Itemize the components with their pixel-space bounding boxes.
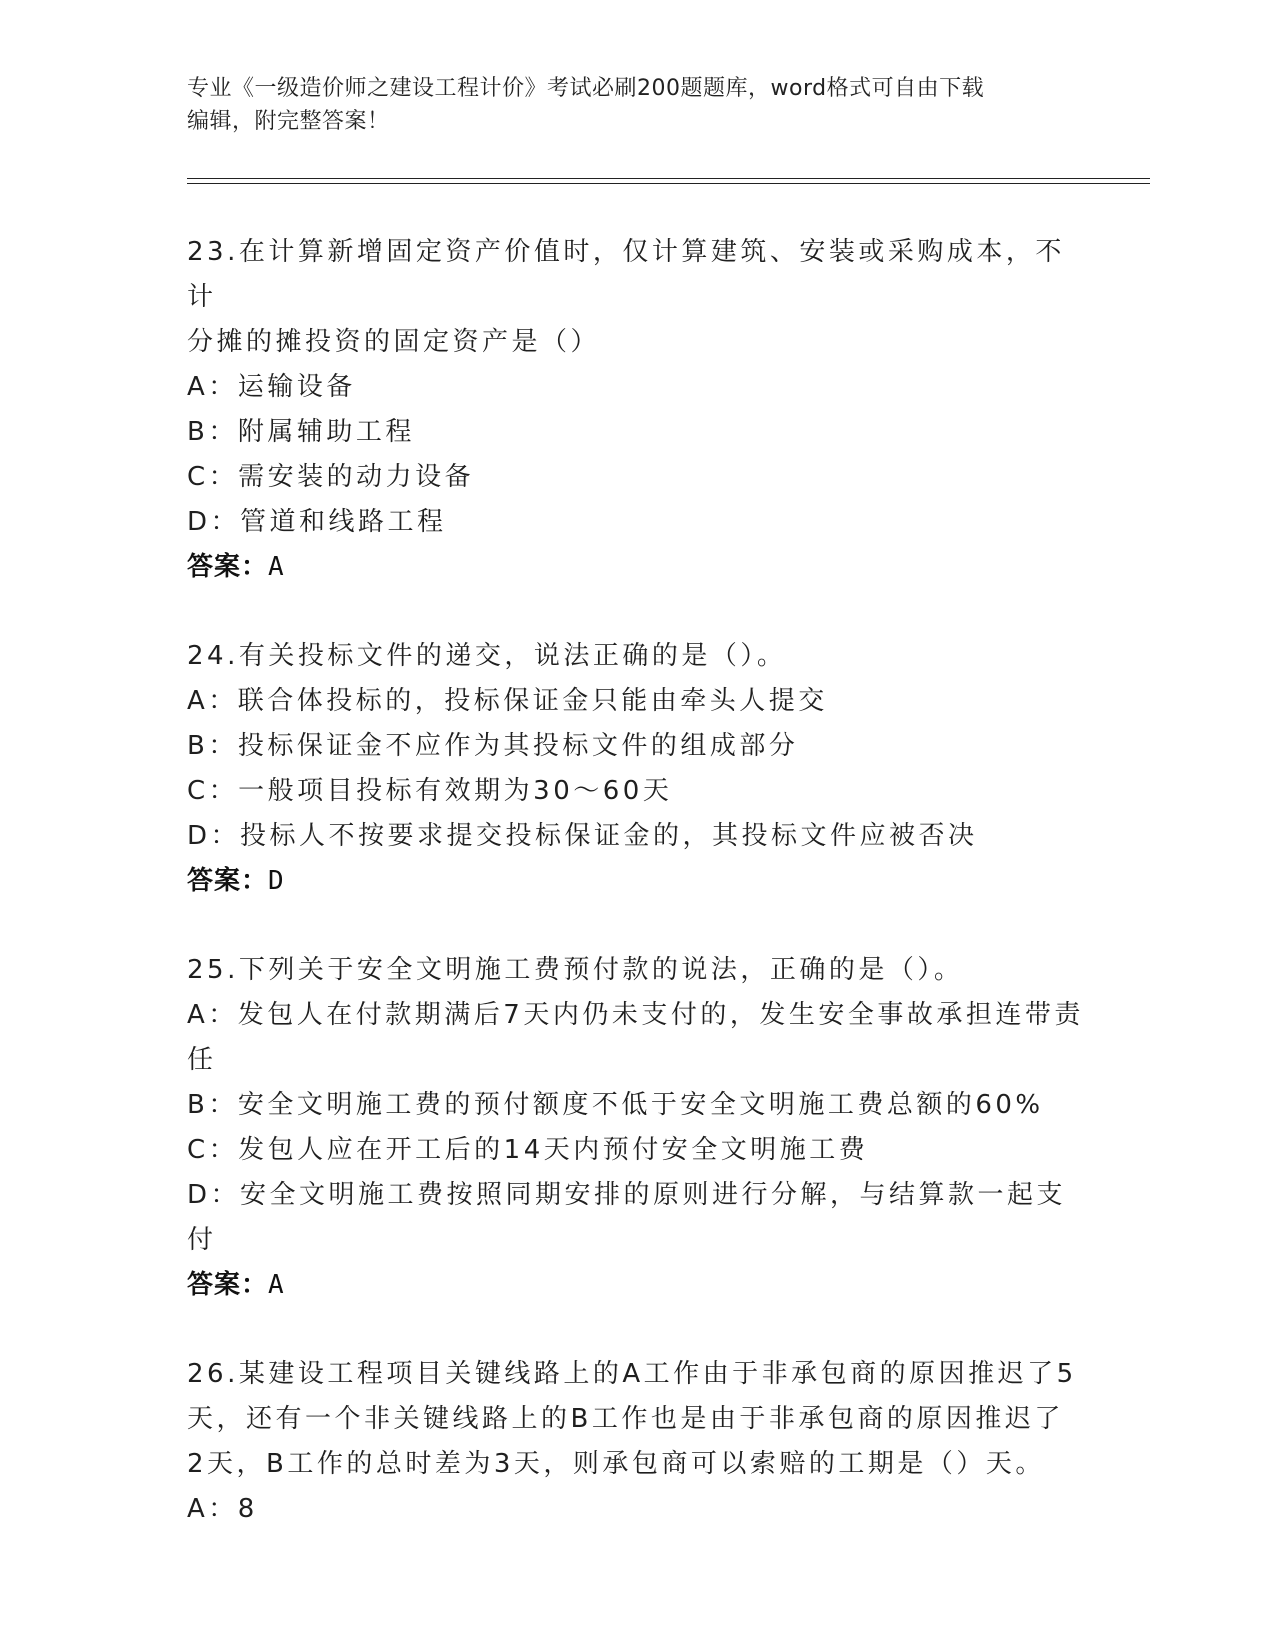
option-c: C：需安装的动力设备 xyxy=(187,462,475,492)
answer-line xyxy=(187,545,1087,590)
answer-label: 答案： xyxy=(187,866,269,896)
header-line-1: 专业《一级造价师之建设工程计价》考试必刷200题题库，word格式可自由下载 xyxy=(187,76,985,101)
option-d: D：管道和线路工程 xyxy=(187,507,447,537)
answer-line xyxy=(187,859,1087,904)
question-stem-line: 24.有关投标文件的递交，说法正确的是（）。 xyxy=(187,641,787,671)
answer-line xyxy=(187,1263,1087,1308)
question-25 xyxy=(187,948,1087,1308)
option-a: A：发包人在付款期满后7天内仍未支付的，发生安全事故承担连带责 xyxy=(187,1000,1084,1030)
answer-value: A xyxy=(268,1270,285,1300)
option-c: C：发包人应在开工后的14天内预付安全文明施工费 xyxy=(187,1135,869,1165)
answer-label: 答案： xyxy=(187,552,269,582)
option-b: B：附属辅助工程 xyxy=(187,417,415,447)
answer-value: A xyxy=(268,552,285,582)
option-d: D：投标人不按要求提交投标保证金的，其投标文件应被否决 xyxy=(187,821,978,851)
question-stem-line: 23.在计算新增固定资产价值时，仅计算建筑、安装或采购成本，不计 xyxy=(187,237,1065,312)
option-a: A：8 xyxy=(187,1494,258,1524)
question-stem-line: 天，还有一个非关键线路上的B工作也是由于非承包商的原因推迟了 xyxy=(187,1404,1064,1434)
option-b: B：投标保证金不应作为其投标文件的组成部分 xyxy=(187,731,799,761)
option-a: A：运输设备 xyxy=(187,372,356,402)
document-header xyxy=(187,72,1067,138)
question-24 xyxy=(187,634,1087,904)
option-b: B：安全文明施工费的预付额度不低于安全文明施工费总额的60% xyxy=(187,1090,1044,1120)
question-stem-line: 26.某建设工程项目关键线路上的A工作由于非承包商的原因推迟了5 xyxy=(187,1359,1077,1389)
question-stem-line: 25.下列关于安全文明施工费预付款的说法，正确的是（）。 xyxy=(187,955,964,985)
header-divider-top xyxy=(187,178,1150,179)
question-stem-line: 分摊的摊投资的固定资产是（） xyxy=(187,327,601,357)
option-a: A：联合体投标的，投标保证金只能由牵头人提交 xyxy=(187,686,828,716)
answer-value: D xyxy=(268,866,285,896)
question-list xyxy=(187,230,1087,1576)
header-divider-bottom xyxy=(187,183,1150,184)
header-line-2: 编辑，附完整答案！ xyxy=(187,109,390,134)
question-23 xyxy=(187,230,1087,590)
option-a-continuation: 任 xyxy=(187,1045,217,1075)
option-d: D：安全文明施工费按照同期安排的原则进行分解，与结算款一起支付 xyxy=(187,1180,1067,1255)
question-26 xyxy=(187,1352,1087,1532)
question-stem-line: 2天，B工作的总时差为3天，则承包商可以索赔的工期是（）天。 xyxy=(187,1449,1045,1479)
answer-label: 答案： xyxy=(187,1270,269,1300)
option-c: C：一般项目投标有效期为30～60天 xyxy=(187,776,673,806)
